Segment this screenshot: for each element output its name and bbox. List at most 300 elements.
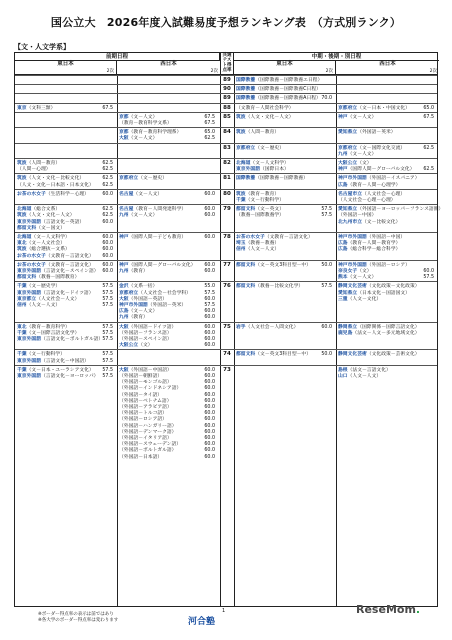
university-name: 神戸 xyxy=(119,235,129,240)
rank-tier xyxy=(15,322,437,351)
second-exam-deviation: 62.5 xyxy=(102,213,113,219)
faculty-name: （教養－比較文化学） xyxy=(255,284,304,290)
faculty-name: （文－日本・中国文化） xyxy=(357,105,410,111)
second-exam-deviation: 60.0 xyxy=(204,315,215,321)
university-entry xyxy=(119,136,215,142)
faculty-name: （総合科学－総合科学） xyxy=(347,247,401,253)
footer-note: ※ボーダー得点率の表示は前ではあり xyxy=(38,612,114,617)
faculty-name: （外国語－ドイツ語） xyxy=(128,324,177,330)
faculty-name: （教育） xyxy=(128,315,148,321)
university-name: 国際教養 xyxy=(236,96,256,102)
faculty-name: （教育－教育） xyxy=(245,191,280,197)
university-name: 筑波 xyxy=(17,176,27,182)
second-exam-deviation: 62.5 xyxy=(423,145,434,151)
university-entry xyxy=(119,399,215,405)
university-name: 広島 xyxy=(338,241,348,247)
tier-score: 73 xyxy=(223,366,231,373)
rank-tier xyxy=(15,365,437,462)
second-exam-deviation: 67.5 xyxy=(423,114,434,120)
faculty-name: （文－人文） xyxy=(133,191,163,197)
faculty-name: （文－国際言語文化学） xyxy=(26,330,80,336)
resemom-logo[interactable]: ReseMom. xyxy=(356,603,421,616)
faculty-name: （文系一括） xyxy=(128,284,158,290)
header-col-east-1: 東日本 2次 xyxy=(15,61,117,75)
faculty-name: （人文社会－人間文化） xyxy=(245,324,299,330)
university-entry xyxy=(17,220,113,226)
university-entry xyxy=(338,352,434,358)
faculty-name: （文－歴史） xyxy=(255,145,284,151)
faculty-name: （国際人間－グローバル文化） xyxy=(347,167,415,173)
faculty-name: （人間－教育） xyxy=(26,161,61,166)
second-exam-deviation: 60.0 xyxy=(321,324,332,330)
second-exam-deviation: 57.5 xyxy=(102,373,113,379)
university-entry xyxy=(17,303,113,309)
university-name: 京都府立 xyxy=(338,145,358,151)
university-name: 神戸市外国語 xyxy=(119,302,148,308)
faculty-name: （人文－人文） xyxy=(347,373,382,379)
faculty-name: （外国語－ロシア語） xyxy=(119,417,167,423)
faculty-name: （外国語－ベトナム語） xyxy=(119,398,172,404)
university-name: 広島 xyxy=(119,309,129,315)
faculty-name: （文） xyxy=(357,161,372,166)
header-col-west-1: 西日本 2次 xyxy=(160,61,218,74)
university-entry xyxy=(338,297,434,303)
university-entry xyxy=(119,325,215,331)
university-entry xyxy=(17,192,113,198)
university-entry xyxy=(119,115,215,121)
faculty-name: （言語文化－ヨーロッパ） xyxy=(41,373,99,379)
faculty-name: （国際日本） xyxy=(260,167,289,173)
university-entry xyxy=(338,220,434,226)
second-exam-deviation: 60.0 xyxy=(204,392,215,398)
faculty-name: （教育－人間－教育学） xyxy=(347,241,401,247)
university-entry xyxy=(17,297,113,303)
university-name: お茶の水女子 xyxy=(17,253,46,259)
university-entry xyxy=(236,167,332,173)
university-name: 神戸 xyxy=(338,167,348,173)
university-name: 千葉 xyxy=(17,367,27,373)
university-name: 東京外国語 xyxy=(17,268,41,274)
faculty-name: （文－人文） xyxy=(347,151,377,157)
faculty-name: （外国語－ハンガリー語） xyxy=(119,423,177,429)
faculty-name: （言語文化－ポルトガル語） xyxy=(41,336,104,342)
university-entry xyxy=(119,297,215,303)
university-entry xyxy=(119,291,215,297)
university-entry xyxy=(338,183,434,189)
second-exam-deviation: 60.0 xyxy=(204,191,215,197)
faculty-name: （国際関係－国際言語文化） xyxy=(357,324,420,330)
footer-notes xyxy=(38,612,118,624)
second-exam-deviation: 60.0 xyxy=(204,296,215,302)
faculty-name: （外国語－インドネシア語） xyxy=(119,386,182,392)
second-exam-deviation: 60.0 xyxy=(102,253,113,259)
faculty-name: （人文・文化－人文） xyxy=(26,213,75,219)
second-exam-deviation: 60.0 xyxy=(102,247,113,253)
university-entry xyxy=(338,167,434,173)
faculty-name: （教育－人間発達科学） xyxy=(133,207,187,213)
faculty-name: （文－人文） xyxy=(128,136,158,142)
second-exam-deviation: 62.5 xyxy=(423,167,434,173)
rank-tier xyxy=(15,204,444,233)
university-name: 京都 xyxy=(119,130,129,136)
second-exam-deviation: 60.0 xyxy=(102,268,113,274)
faculty-name: （文－行動科学） xyxy=(245,197,284,203)
faculty-name: （外国語－ヨーロッパ－フランス語圏） xyxy=(357,207,444,213)
faculty-name: （文化政策－文化政策） xyxy=(366,284,420,290)
tier-score: 78 xyxy=(223,234,231,240)
faculty-name: （生活科学－心理） xyxy=(45,191,89,197)
footer-note: ※各大学のボーダー得点率は変わります xyxy=(38,618,119,623)
faculty-name: （国際教養－国際教養A日程） xyxy=(255,96,321,102)
university-name: 都留文科 xyxy=(236,352,256,358)
second-exam-deviation: 60.0 xyxy=(204,324,215,330)
university-entry xyxy=(17,337,113,343)
university-entry xyxy=(236,192,332,198)
university-entry xyxy=(236,213,332,219)
university-name: 信州 xyxy=(236,247,246,253)
university-name: 大阪 xyxy=(119,367,129,373)
faculty-name: （外国語－アラビア語） xyxy=(119,404,172,410)
faculty-name: （言語文化－英語） xyxy=(41,219,85,225)
faculty-name: （文－英文） xyxy=(255,207,284,213)
second-exam-deviation: 62.5 xyxy=(102,161,113,166)
second-exam-deviation: 60.0 xyxy=(204,454,215,460)
university-entry xyxy=(119,331,215,337)
faculty-name: （外国語－イタリア語） xyxy=(119,435,172,441)
faculty-name: （文教育－人間社会科学） xyxy=(236,105,294,111)
faculty-name: （外国語－ロシア） xyxy=(366,262,410,268)
university-name: 国際教養 xyxy=(236,78,256,83)
faculty-name: （文－人文） xyxy=(128,213,158,219)
rank-tier xyxy=(15,127,437,143)
university-name: 名古屋市立 xyxy=(338,191,362,197)
faculty-name: （法文－人文－多元地域文化） xyxy=(352,330,420,336)
university-name: 京都府立 xyxy=(119,290,139,296)
second-exam-deviation: 62.5 xyxy=(102,167,113,173)
second-exam-deviation: 60.0 xyxy=(204,398,215,404)
faculty-name: （国際人間－グローバル文化） xyxy=(128,262,196,268)
university-name: 名古屋 xyxy=(119,207,134,213)
second-exam-deviation: 57.5 xyxy=(321,284,332,290)
faculty-name: （人文・文化－比較文化） xyxy=(26,176,85,182)
university-entry xyxy=(17,213,113,219)
university-name: 筑波 xyxy=(17,213,27,219)
university-entry xyxy=(236,284,332,290)
second-exam-deviation: 57.5 xyxy=(102,358,113,364)
second-exam-deviation: 60.0 xyxy=(102,235,113,240)
faculty-name: （人文社会－人文） xyxy=(36,296,80,302)
header-score: 共通テスト得点率 xyxy=(220,53,234,75)
university-name: 都留文科 xyxy=(17,275,37,281)
university-entry xyxy=(236,96,332,102)
faculty-name: （教育－教育科学文系） xyxy=(119,120,172,126)
university-entry xyxy=(119,386,215,392)
university-name: 愛知県立 xyxy=(338,290,358,296)
university-entry xyxy=(338,130,434,136)
university-name: 静岡県立 xyxy=(338,324,358,330)
university-entry xyxy=(236,78,332,84)
second-exam-deviation: 57.5 xyxy=(102,336,113,342)
tier-score: 89 xyxy=(223,77,231,83)
second-exam-deviation: 60.0 xyxy=(204,207,215,213)
university-entry xyxy=(119,455,215,461)
university-entry xyxy=(338,247,434,253)
second-exam-deviation: 67.5 xyxy=(102,105,113,111)
university-entry xyxy=(17,176,113,182)
faculty-name: （文教育－言語文化） xyxy=(45,262,94,268)
faculty-name: （言語文化－ドイツ語） xyxy=(41,290,94,296)
university-entry xyxy=(17,368,113,374)
tier-score: 79 xyxy=(223,206,231,213)
university-name: 信州 xyxy=(17,302,27,308)
second-exam-deviation: 60.0 xyxy=(204,262,215,268)
second-exam-deviation: 62.5 xyxy=(204,136,215,142)
university-name: 千葉 xyxy=(236,197,246,203)
second-exam-deviation: 50.0 xyxy=(321,262,332,268)
faculty-name: （文科三類） xyxy=(26,105,56,111)
faculty-name: （外国語－中国） xyxy=(366,235,406,240)
second-exam-deviation: 57.5 xyxy=(102,324,113,330)
university-name: 名古屋 xyxy=(119,191,134,197)
header-col-west-2: 西日本 2次 xyxy=(379,61,437,74)
tier-score: 77 xyxy=(223,261,231,268)
second-exam-deviation: 60.0 xyxy=(204,309,215,315)
university-entry xyxy=(236,198,332,204)
university-name: 千葉 xyxy=(17,330,27,336)
faculty-name: （国際教養－国際教養） xyxy=(255,176,308,182)
rank-tier xyxy=(15,189,437,205)
tier-score: 81 xyxy=(223,175,231,182)
university-name: 三重 xyxy=(338,296,348,302)
university-entry xyxy=(338,213,434,219)
university-entry xyxy=(119,263,215,269)
second-exam-deviation: 60.0 xyxy=(204,386,215,392)
university-name: 愛知県立 xyxy=(338,130,358,136)
university-entry xyxy=(236,263,332,269)
university-entry xyxy=(119,417,215,423)
faculty-name: （教養－教養） xyxy=(245,241,280,247)
university-name: 山口 xyxy=(338,373,348,379)
second-exam-deviation: 60.0 xyxy=(204,448,215,454)
second-exam-deviation: 50.0 xyxy=(321,352,332,358)
university-entry xyxy=(17,284,113,290)
faculty-name: （人文社会－心理） xyxy=(362,191,406,197)
rank-tier xyxy=(15,112,437,128)
faculty-name: （人間－心理） xyxy=(17,167,51,173)
tier-score: 89 xyxy=(223,95,231,102)
university-name: 静岡文化芸術 xyxy=(338,284,367,290)
faculty-name: （文－人文科学） xyxy=(250,161,289,166)
second-exam-deviation: 60.0 xyxy=(204,411,215,417)
second-exam-deviation: 60.0 xyxy=(204,213,215,219)
university-name: 筑波 xyxy=(236,130,246,136)
university-name: 東北 xyxy=(17,324,27,330)
second-exam-deviation: 57.5 xyxy=(321,213,332,219)
faculty-name: （文－国際文化交流） xyxy=(357,145,406,151)
faculty-name: （文－英文3科目型－中） xyxy=(255,352,312,358)
university-entry xyxy=(338,115,434,121)
kawaijuku-logo: 河合塾 xyxy=(188,617,216,627)
university-entry xyxy=(119,121,215,127)
faculty-name: （外国語－中国） xyxy=(338,213,377,219)
faculty-name: （文） xyxy=(138,343,153,349)
university-entry xyxy=(338,368,434,374)
university-name: お茶の水女子 xyxy=(236,235,265,240)
faculty-name: （外国語－日本語） xyxy=(119,454,163,460)
university-name: 東京外国語 xyxy=(17,219,41,225)
faculty-name: （外国語－ポルトガル語） xyxy=(119,448,177,454)
university-entry xyxy=(119,213,215,219)
tier-score: 85 xyxy=(223,113,231,120)
university-entry xyxy=(119,315,215,321)
faculty-name: （人文－文化） xyxy=(347,296,382,302)
faculty-name: （外国語－スウェーデン語） xyxy=(119,442,182,448)
university-name: 国際教養 xyxy=(236,87,256,93)
second-exam-deviation: 60.0 xyxy=(102,219,113,225)
university-entry xyxy=(338,325,434,331)
university-entry xyxy=(119,176,215,182)
tier-score: 90 xyxy=(223,86,231,93)
university-entry xyxy=(236,325,332,331)
second-exam-deviation: 60.0 xyxy=(204,417,215,423)
university-name: 筑波 xyxy=(236,114,246,120)
header-col-east-2: 東日本 2次 xyxy=(234,61,336,75)
university-entry xyxy=(17,352,113,358)
university-entry xyxy=(17,275,113,281)
university-name: 東京外国語 xyxy=(17,358,41,364)
second-exam-deviation: 57.5 xyxy=(102,330,113,336)
rank-tier xyxy=(15,173,437,189)
second-exam-deviation: 57.5 xyxy=(102,290,113,296)
faculty-name: （外国語－モンゴル語） xyxy=(119,380,172,386)
university-name: 北九州市立 xyxy=(338,219,362,225)
page-title: 国公立大 2026年度入試難易度予想ランキング表 （方式別ランク） xyxy=(50,16,402,29)
university-entry xyxy=(236,106,332,112)
faculty-name: （文－比較文化） xyxy=(362,219,401,225)
university-name: 神戸市外国語 xyxy=(338,262,367,268)
faculty-name: （文－人文） xyxy=(128,309,158,315)
band-zenki: 前期日程 xyxy=(15,53,220,61)
faculty-name: （人間－教育） xyxy=(245,130,280,136)
tier-score: 84 xyxy=(223,129,231,136)
second-exam-deviation: 57.5 xyxy=(102,352,113,358)
university-name: 筑波 xyxy=(17,161,27,166)
ranking-table xyxy=(14,52,444,607)
university-entry xyxy=(338,146,434,152)
faculty-name: （文－人文社会） xyxy=(26,241,65,247)
second-exam-deviation: 57.5 xyxy=(204,290,215,296)
faculty-name: （外国語－デンマーク語） xyxy=(119,429,177,435)
second-exam-deviation: 60.0 xyxy=(204,336,215,342)
university-name: 東京外国語 xyxy=(17,373,41,379)
faculty-name: （文－人文科学） xyxy=(31,235,70,240)
faculty-name: （人文社会－心理－心理） xyxy=(338,197,396,203)
university-entry xyxy=(338,291,434,297)
second-exam-deviation: 60.0 xyxy=(204,235,215,240)
university-name: 広島 xyxy=(338,182,348,188)
faculty-name: （文－国文） xyxy=(36,225,65,231)
university-entry xyxy=(119,235,215,241)
university-entry xyxy=(236,87,332,93)
second-exam-deviation: 60.0 xyxy=(204,373,215,379)
faculty-name: （文－人文） xyxy=(128,114,158,120)
university-name: 都留文科 xyxy=(236,262,256,268)
tier-score: 80 xyxy=(223,190,231,197)
university-name: 大阪 xyxy=(119,296,129,302)
university-name: 東北 xyxy=(17,241,27,247)
second-exam-deviation: 60.0 xyxy=(204,404,215,410)
university-name: 千葉 xyxy=(17,284,27,290)
university-entry xyxy=(119,368,215,374)
tier-score: 76 xyxy=(223,283,231,290)
university-name: 北海道 xyxy=(17,235,32,240)
university-name: 東京 xyxy=(17,105,27,111)
university-name: 大阪 xyxy=(119,136,129,142)
faculty-name: （人文・文化－人文） xyxy=(245,114,294,120)
second-exam-deviation: 60.0 xyxy=(204,435,215,441)
faculty-name: （人文・文化－日本語・日本文化） xyxy=(17,182,94,188)
university-name: 広島 xyxy=(338,247,348,253)
university-entry xyxy=(119,448,215,454)
faculty-name: （日本文化－国語国文） xyxy=(357,290,410,296)
second-exam-deviation: 60.0 xyxy=(204,330,215,336)
faculty-name: （外国語－トルコ語） xyxy=(119,411,167,417)
university-name: 京都府立 xyxy=(119,176,139,182)
faculty-name: （外国語－タイ語） xyxy=(119,392,163,398)
university-entry xyxy=(17,263,113,269)
university-entry xyxy=(17,254,113,260)
university-name: 東京外国語 xyxy=(236,167,260,173)
university-name: 神戸市外国語 xyxy=(338,235,367,240)
page-number: 1 xyxy=(222,608,226,614)
university-name: 都留文科 xyxy=(236,207,256,213)
second-exam-deviation: 65.0 xyxy=(423,105,434,111)
second-exam-deviation: 60.0 xyxy=(102,262,113,268)
university-name: 愛知県立 xyxy=(338,207,358,213)
university-entry xyxy=(17,226,113,232)
faculty-name: （人文－人文） xyxy=(26,302,61,308)
faculty-name: （外国語－中国語） xyxy=(128,367,172,373)
faculty-name: （教育－教育科学） xyxy=(26,324,70,330)
second-exam-deviation: 67.5 xyxy=(204,120,215,126)
university-name: 東京外国語 xyxy=(17,290,41,296)
university-name: 奈良女子 xyxy=(338,268,358,274)
second-exam-deviation: 57.5 xyxy=(102,367,113,373)
university-entry xyxy=(17,183,113,189)
university-entry xyxy=(236,352,332,358)
tier-score: 75 xyxy=(223,323,231,330)
tier-score: 88 xyxy=(223,104,231,111)
faculty-name: （言語文化－中国語） xyxy=(41,358,89,364)
faculty-name: （文） xyxy=(357,268,372,274)
university-name: 京都府立 xyxy=(338,105,358,111)
faculty-name: （人文社会－社会学科） xyxy=(138,290,191,296)
faculty-name: （文化政策－芸術文化） xyxy=(366,352,420,358)
university-name: 都留文科 xyxy=(17,225,37,231)
university-entry xyxy=(236,146,332,152)
university-name: 九州 xyxy=(119,268,129,274)
university-entry xyxy=(17,374,113,380)
university-entry xyxy=(338,106,434,112)
second-exam-deviation: 70.0 xyxy=(321,96,332,102)
second-exam-deviation: 57.5 xyxy=(102,284,113,290)
university-entry xyxy=(119,192,215,198)
university-name: 神戸 xyxy=(338,114,348,120)
university-name: 都留文科 xyxy=(236,284,256,290)
university-name: 東京外国語 xyxy=(17,336,41,342)
second-exam-deviation: 60.0 xyxy=(102,191,113,197)
faculty-name: （外国語－スペイン語） xyxy=(119,336,172,342)
